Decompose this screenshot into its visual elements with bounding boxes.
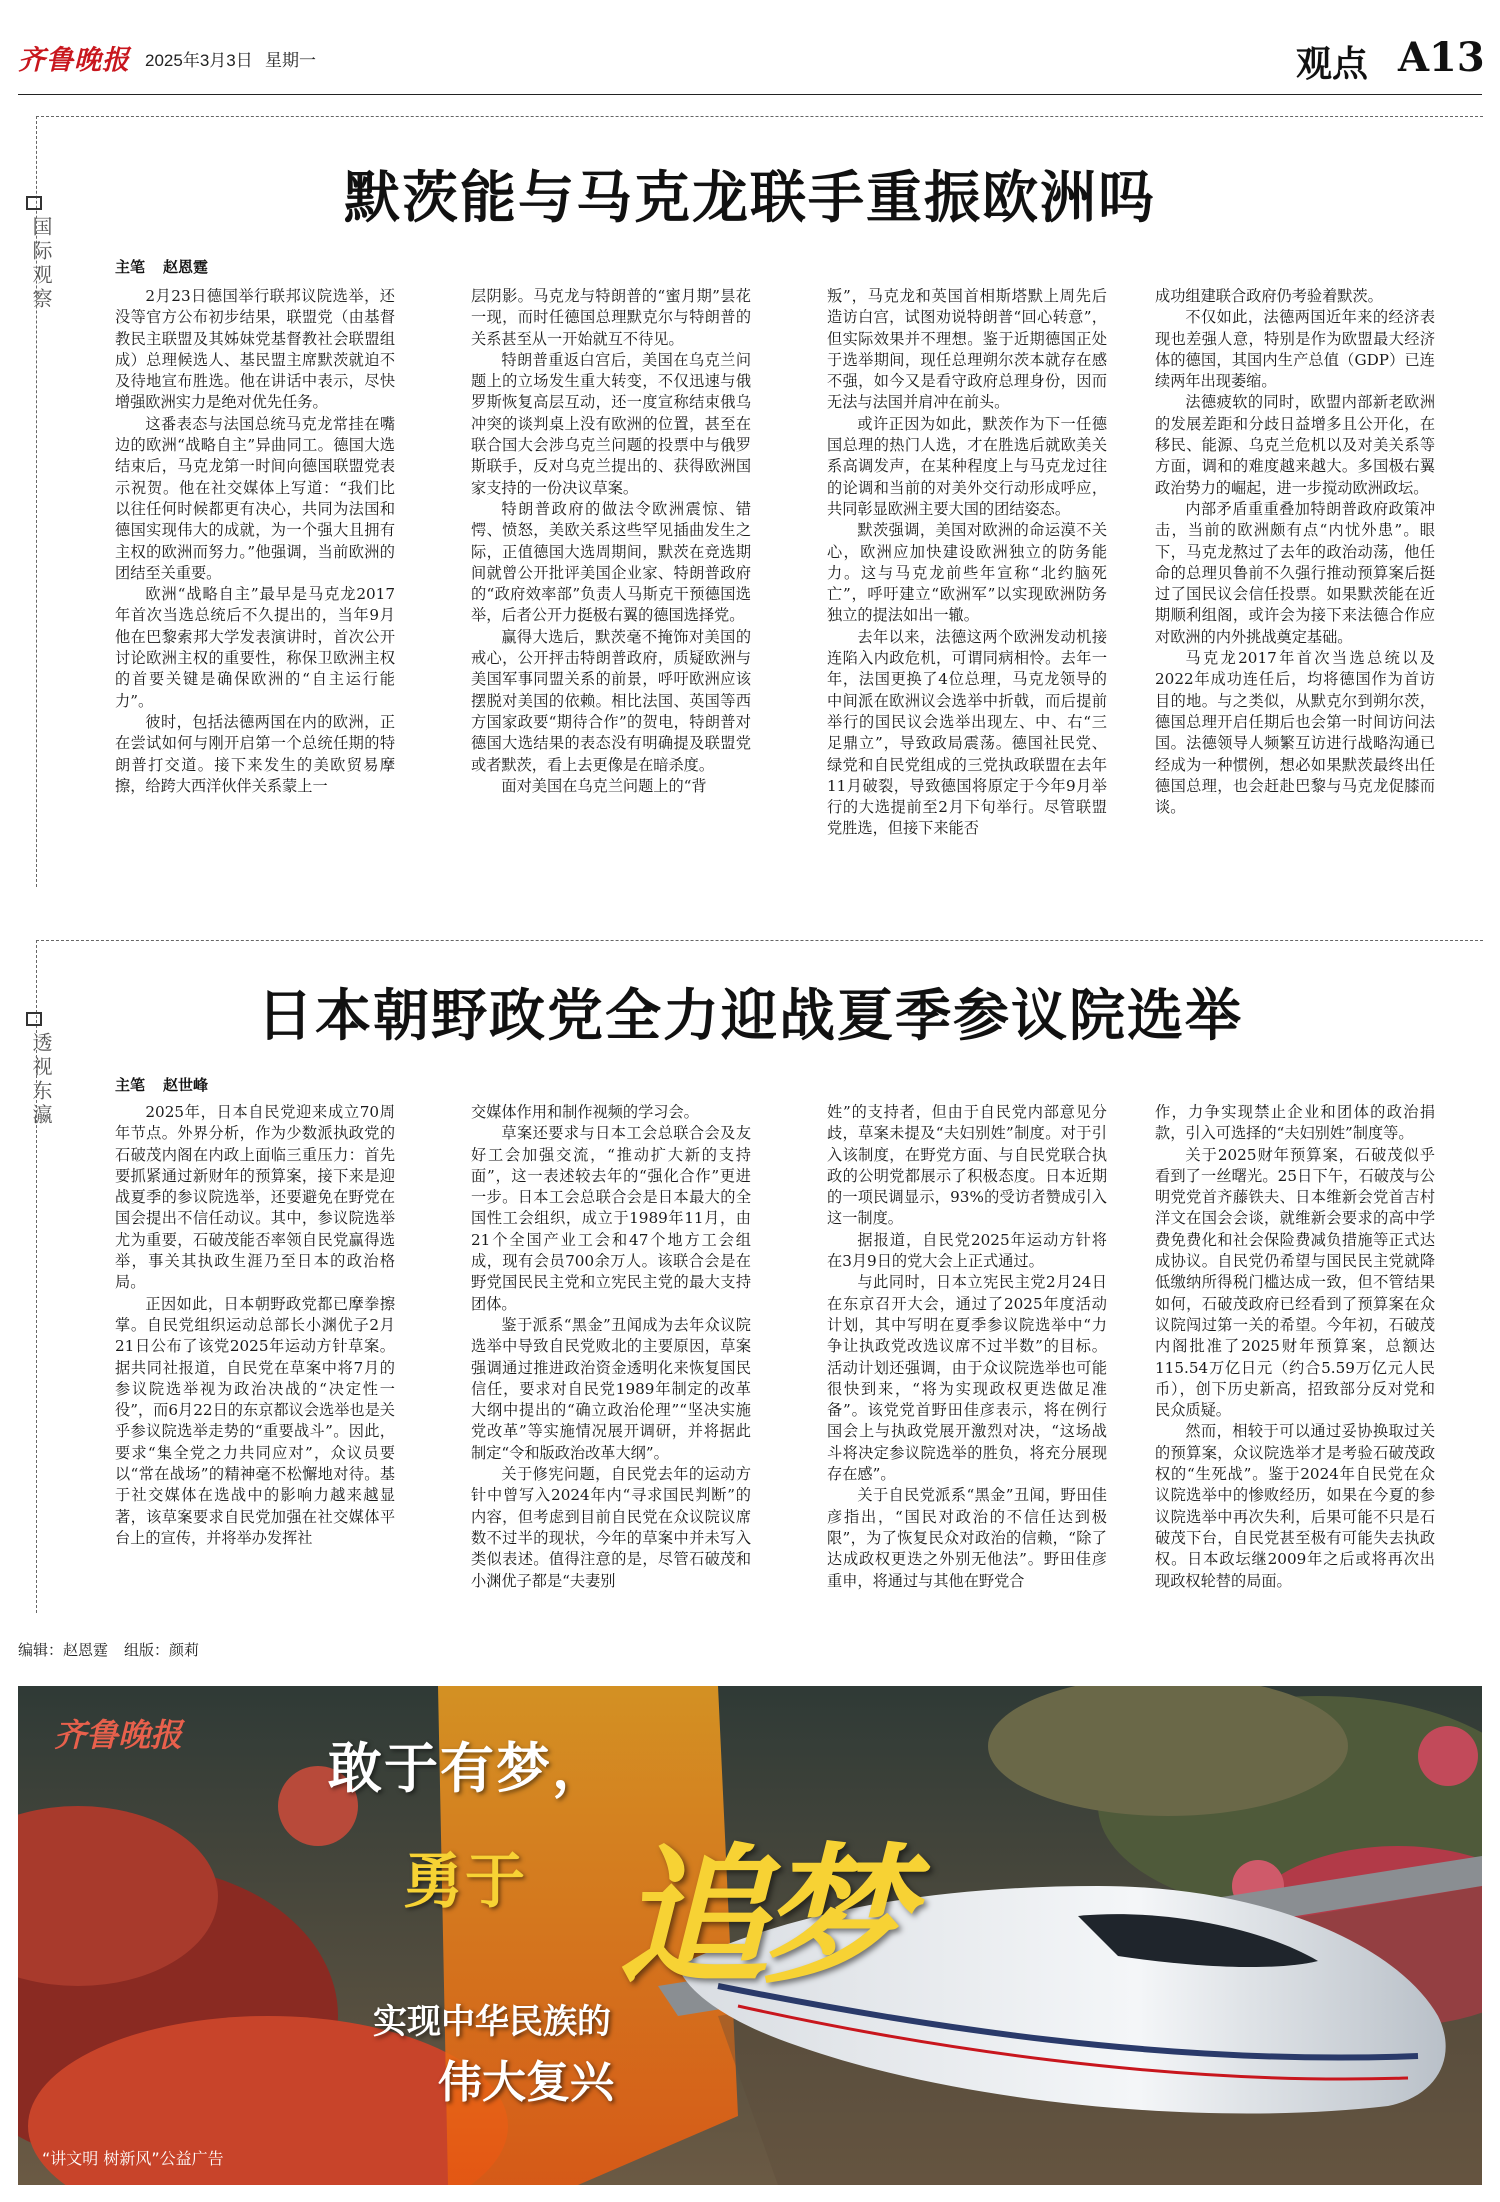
- byline: [115, 1074, 226, 1095]
- ad-slogan-line4: 伟大复兴: [438, 2057, 614, 2108]
- paragraph: 关于2025财年预算案，石破茂似乎看到了一丝曙光。25日下午，石破茂与公明党党首齐藤铁夫、日本维新会党首吉村洋文在国会会谈，就维新会要求的高中学费免费化和社会保险费减负措施等正式达成协议。自民党仍希望与国民民主党就降低缴纳所得税门槛达成一致，但不管结果如何，石破茂政府已经看到了预算案在众议院闯过第一关的希望。今年初，石破茂内阁批准了2025财年预算案，总额达115.54万亿日元（约合5.59万亿元人民币），创下历史新高，招致部分反对党和民众质疑。: [1155, 1145, 1435, 1420]
- paragraph: 据报道，自民党2025年运动方针将在3月9日的党大会上正式通过。: [827, 1230, 1107, 1271]
- paragraph: 内部矛盾重重叠加特朗普政府政策冲击，当前的欧洲颇有点“内忧外患”。眼下，马克龙熬过了去年的政治动荡，他任命的总理贝鲁前不久强行推动预算案后挺过了国民议会信任投票。如果默茨能在近期顺利组阁，或许会为接下来法德合作应对欧洲的内外挑战奠定基础。: [1155, 499, 1435, 646]
- paragraph: 或许正因为如此，默茨作为下一任德国总理的热门人选，才在胜选后就欧美关系高调发声，在某种程度上与马克龙过往的论调和当前的对美外交行动形成呼应，共同彰显欧洲主要大国的团结姿态。: [827, 414, 1107, 518]
- byline-name: 赵世峰: [163, 1076, 209, 1094]
- paragraph: 彼时，包括法德两国在内的欧洲，正在尝试如何与刚开启第一个总统任期的特朗普打交道。接下来发生的美欧贸易摩擦，给跨大西洋伙伴关系蒙上一: [115, 712, 395, 795]
- byline-label: 主笔: [115, 1076, 146, 1094]
- paragraph: 特朗普重返白宫后，美国在乌克兰问题上的立场发生重大转变，不仅迅速与俄罗斯恢复高层互动，还一度宣称结束俄乌冲突的谈判桌上没有欧洲的位置，甚至在联合国大会涉乌克兰问题的投票中与俄罗斯联手，反对乌克兰提出的、获得欧洲国家支持的一份决议草案。: [471, 350, 751, 497]
- issue-weekday: 星期一: [265, 51, 316, 70]
- column-tag-icon: [26, 1012, 42, 1026]
- article-body: [115, 1102, 1482, 1600]
- paragraph: 不仅如此，法德两国近年来的经济表现也差强人意，特别是作为欧盟最大经济体的德国，其国内生产总值（GDP）已连续两年出现萎缩。: [1155, 308, 1435, 391]
- paragraph: 关于修宪问题，自民党去年的运动方针中曾写入2024年内“寻求国民判断”的内容，但考虑到目前自民党在众议院议席数不过半的现状，今年的草案中并未写入类似表述。值得注意的是，尽管石破茂和小渊优子都是“夫妻别: [471, 1465, 751, 1590]
- byline-name: 赵恩霆: [163, 258, 209, 276]
- paragraph: 这番表态与法国总统马克龙常挂在嘴边的欧洲“战略自主”异曲同工。德国大选结束后，马克龙第一时间向德国联盟党表示祝贺。他在社交媒体上写道：“我们比以往任何时候都更有决心，共同为法国和德国实现伟大的成就，为一个强大且拥有主权的欧洲而努力。”他强调，当前欧洲的团结至关重要。: [115, 414, 395, 582]
- article-europe: [0, 96, 1500, 896]
- ad-slogan-calligraphy: 追梦: [618, 1829, 903, 2005]
- paragraph: 作，力争实现禁止企业和团体的政治捐款，引入可选择的“夫妇别姓”制度等。: [1155, 1103, 1435, 1143]
- article-body: [115, 286, 1482, 886]
- text-column-2: [471, 1102, 751, 1600]
- byline: [115, 256, 226, 277]
- ad-slogan-line1: 敢于有梦，: [328, 1737, 608, 1800]
- paragraph: 与此同时，日本立宪民主党2月24日在东京召开大会，通过了2025年度活动计划，其中写明在夏季参议院选举中“力争让执政党改选议席不过半数”的目标。活动计划还强调，由于众议院选举也可能很快到来，“将为实现政权更迭做足准备”。该党党首野田佳彦表示，将在例行国会上与执政党展开激烈对决，“这场战斗将决定参议院选举的胜负，将充分展现存在感”。: [827, 1273, 1107, 1484]
- paragraph: 2月23日德国举行联邦议院选举，还没等官方公布初步结果，联盟党（由基督教民主联盟及其姊妹党基督教社会联盟组成）总理候选人、基民盟主席默茨就迫不及待地宣布胜选。他在讲话中表示，尽快增强欧洲实力是绝对优先任务。: [115, 287, 395, 412]
- paragraph: 欧洲“战略自主”最早是马克龙2017年首次当选总统后不久提出的，当年9月他在巴黎索邦大学发表演讲时，首次公开讨论欧洲主权的重要性，称保卫欧洲主权的首要关键是确保欧洲的“自主运行能力”。: [115, 585, 395, 710]
- text-column-3: [827, 286, 1107, 886]
- paragraph: 面对美国在乌克兰问题上的“背: [501, 776, 707, 795]
- paragraph: 姓”的支持者，但由于自民党内部意见分歧，草案未提及“夫妇别姓”制度。对于引入该制度，在野党方面、与自民党联合执政的公明党都展示了积极态度。日本近期的一项民调显示，93%的受访者赞成引入这一制度。: [827, 1103, 1107, 1228]
- newspaper-logo: 齐鲁晚报: [18, 45, 130, 76]
- ad-footer: “讲文明 树新风”公益广告: [42, 2149, 224, 2168]
- masthead: [0, 0, 1500, 96]
- paragraph: 马克龙2017年首次当选总统以及2022年成功连任后，均将德国作为首访目的地。与之类似，从默克尔到朔尔茨，德国总理开启任期后也会第一时间访问法国。法德领导人频繁互访进行战略沟通已经成为一种惯例，想必如果默茨最终出任德国总理，也会赶赴巴黎与马克龙促膝而谈。: [1155, 649, 1435, 817]
- paragraph: 草案还要求与日本工会总联合会及友好工会加强交流，“推动扩大新的支持面”，这一表述较去年的“强化合作”更进一步。日本工会总联合会是日本最大的全国性工会组织，成立于1989年11月，由21个全国产业工会和47个地方工会组成，现有会员700余万人。该联合会是在野党国民民主党和立宪民主党的最大支持团体。: [471, 1124, 751, 1313]
- text-column-3: [827, 1102, 1107, 1600]
- page-number: A13: [1398, 34, 1485, 81]
- article-headline: 日本朝野政党全力迎战夏季参议院选举: [257, 983, 1243, 1049]
- paragraph: 交媒体作用和制作视频的学习会。: [471, 1103, 699, 1121]
- public-service-ad: [18, 1686, 1482, 2185]
- paragraph: 关于自民党派系“黑金”丑闻，野田佳彦指出，“国民对政治的不信任达到极限”，为了恢复民众对政治的信赖，“除了达成政权更迭之外别无他法”。野田佳彦重申，将通过与其他在野党合: [827, 1486, 1107, 1590]
- text-column-2: [471, 286, 751, 886]
- blossom: [1418, 1726, 1478, 1786]
- ad-slogan-line2: 勇于: [403, 1847, 527, 1917]
- article-japan: [0, 926, 1500, 1616]
- paragraph: 默茨强调，美国对欧洲的命运漠不关心，欧洲应加快建设欧洲独立的防务能力。这与马克龙前些年宣称“北约脑死亡”，呼吁建立“欧洲军”以实现欧洲防务独立的提法如出一辙。: [827, 521, 1107, 625]
- paragraph: 去年以来，法德这两个欧洲发动机接连陷入内政危机，可谓同病相怜。去年一年，法国更换了4位总理，马克龙领导的中间派在欧洲议会选举中折戟，而后提前举行的国民议会选举出现左、中、右“三足鼎立”，导致政局震荡。德国社民党、绿党和自民党组成的三党执政联盟在去年11月破裂，导致德国将原定于今年9月举行的大选提前至2月下旬举行。尽管联盟党胜选，但接下来能否: [827, 627, 1107, 838]
- column-tag-icon: [26, 196, 42, 210]
- ad-slogan-line3: 实现中华民族的: [373, 2002, 611, 2042]
- issue-date: 2025年3月3日: [145, 51, 253, 70]
- column-tag-label: 国际观察: [29, 216, 53, 312]
- text-column-1: [115, 286, 395, 886]
- article-headline: 默茨能与马克龙联手重振欧洲吗: [344, 165, 1156, 231]
- masthead-divider: [18, 94, 1482, 95]
- column-tag: [24, 1012, 53, 1128]
- editor-label: 编辑：赵恩霆: [18, 1641, 109, 1659]
- text-column-1: [115, 1102, 395, 1600]
- paragraph: 赢得大选后，默茨毫不掩饰对美国的戒心，公开抨击特朗普政府，质疑欧洲与美国军事同盟关系的前景，呼吁欧洲应该摆脱对美国的依赖。相比法国、英国等西方国家政要“期待合作”的贺电，特朗普对德国大选结果的表态没有明确提及联盟党或者默茨，看上去更像是在暗杀度。: [471, 627, 751, 774]
- paragraph: 鉴于派系“黑金”丑闻成为去年众议院选举中导致自民党败北的主要原因，草案强调通过推进政治资金透明化来恢复国民信任，要求对自民党1989年制定的改革大纲中提出的“确立政治伦理”“坚决实施党改革”等实施情况展开调研，并将据此制定“令和版政治改革大纲”。: [471, 1315, 751, 1462]
- section-name: 观点: [1296, 43, 1369, 85]
- paragraph: 特朗普政府的做法令欧洲震惊、错愕、愤怒，美欧关系这些罕见插曲发生之际，正值德国大选周期间，默茨在竞选期间就曾公开批评美国企业家、特朗普政府的“政府效率部”负责人马斯克干预德国选举，后者公开力挺极右翼的德国选择党。: [471, 499, 751, 625]
- text-column-4: [1155, 286, 1435, 886]
- ad-logo: 齐鲁晚报: [54, 1716, 183, 1754]
- paragraph: 法德疲软的同时，欧盟内部新老欧洲的发展差距和分歧日益增多且公开化，在移民、能源、乌克兰危机以及对美关系等方面，调和的难度越来越大。多国极右翼政治势力的崛起，进一步搅动欧洲政坛。: [1155, 393, 1435, 497]
- layout-label: 组版：颜莉: [124, 1641, 200, 1659]
- text-column-4: [1155, 1102, 1435, 1600]
- paragraph: 叛”，马克龙和英国首相斯塔默上周先后造访白宫，试图劝说特朗普“回心转意”，但实际效果并不理想。鉴于近期德国正处于选举期间，现任总理朔尔茨本就存在感不强，如今又是看守政府总理身份，因而无法与法国并肩冲在前头。: [827, 287, 1107, 412]
- paragraph: 层阴影。马克龙与特朗普的“蜜月期”昙花一现，而时任德国总理默克尔与特朗普的关系甚至从一开始就互不待见。: [471, 287, 751, 348]
- paragraph: 成功组建联合政府仍考验着默茨。: [1155, 287, 1383, 305]
- paragraph: 正因如此，日本朝野政党都已摩拳擦掌。自民党组织运动总部长小渊优子2月21日公布了该党2025年运动方针草案。据共同社报道，自民党在草案中将7月的参议院选举视为政治决战的“决定性一役”，而6月22日的东京都议会选举也是关乎参议院选举走势的“重要战斗”。因此，要求“集全党之力共同应对”，众议员要以“常在战场”的精神毫不松懈地对待。基于社交媒体在选战中的影响力越来越显著，该草案要求自民党加强在社交媒体平台上的宣传，并将举办发挥社: [115, 1294, 395, 1547]
- paragraph: 然而，相较于可以通过妥协换取过关的预算案，众议院选举才是考验石破茂政权的“生死战”。鉴于2024年自民党在众议院选举中的惨败经历，如果在今夏的参议院选举中再次失利，后果可能不只是石破茂下台，自民党甚至极有可能失去执政权。日本政坛继2009年之后或将再次出现政权轮替的局面。: [1155, 1422, 1435, 1590]
- paragraph: 2025年，日本自民党迎来成立70周年节点。外界分析，作为少数派执政党的石破茂内阁在内政上面临三重压力：首先要抓紧通过新财年的预算案，接下来是迎战夏季的参议院选举，还要避免在野党在国会提出不信任动议。其中，参议院选举尤为重要，石破茂能否率领自民党赢得选举，事关其执政生涯乃至日本的政治格局。: [115, 1103, 395, 1292]
- editor-credit: [18, 1639, 215, 1660]
- column-tag-label: 透视东瀛: [29, 1032, 53, 1128]
- byline-label: 主笔: [115, 258, 146, 276]
- column-tag: [24, 196, 53, 312]
